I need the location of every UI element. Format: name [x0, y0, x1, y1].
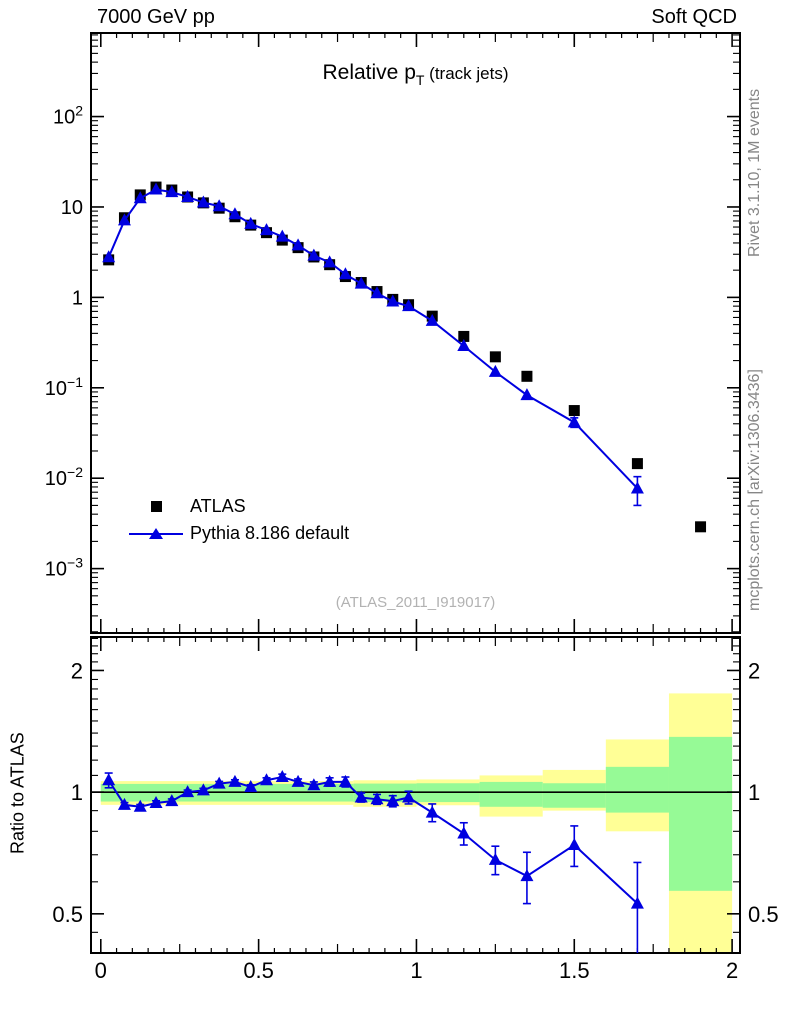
legend [125, 493, 349, 547]
svg-text:10−1: $10^{-1}$ [44, 373, 83, 400]
ratio-point [457, 827, 470, 839]
svg-text:2: 2 [748, 658, 761, 684]
pt-subscript: T [415, 72, 425, 88]
green-band [669, 737, 732, 891]
green-band [606, 767, 669, 813]
legend-entry-atlas [125, 493, 349, 520]
svg-text:2: 2 [70, 658, 83, 684]
svg-text:10−2: $10^{-2}$ [44, 464, 83, 491]
beam-energy-label: 7000 GeV pp [97, 6, 215, 28]
svg-text:10: 10 [60, 196, 83, 219]
plot-title: Relative $p_T$ (track jets) [322, 61, 509, 88]
atlas-point [632, 458, 643, 469]
atlas-point [490, 351, 501, 362]
svg-text:1: 1 [70, 780, 83, 806]
legend-label-atlas: ATLAS [190, 496, 246, 516]
process-group-label: Soft QCD [651, 6, 737, 28]
svg-text:0.5: 0.5 [243, 958, 274, 983]
atlas-data-points [103, 182, 706, 533]
ratio-point [489, 853, 502, 865]
ratio-point [102, 773, 115, 785]
ratio-point [426, 806, 439, 818]
svg-text:10−3: $10^{-3}$ [44, 554, 83, 581]
atlas-point [569, 405, 580, 416]
svg-text:0.5: 0.5 [52, 901, 83, 927]
mcplots-arxiv-note: mcplots.cern.ch [arXiv:1306.3436] [746, 369, 763, 611]
atlas-point [521, 371, 532, 382]
ratio-point [228, 775, 241, 787]
green-band [543, 783, 606, 807]
svg-text:1: 1 [71, 287, 83, 310]
ratio-point [568, 838, 581, 850]
svg-text:1: 1 [410, 958, 423, 983]
svg-text:1.5: 1.5 [558, 958, 590, 983]
atlas-point [695, 521, 706, 532]
svg-text:1: 1 [748, 780, 761, 806]
svg-text:0: 0 [94, 958, 107, 983]
svg-text:102: $10^2$ [52, 102, 83, 129]
analysis-id-watermark: (ATLAS_2011_I919017) [335, 594, 496, 611]
ratio-point [276, 770, 289, 782]
svg-text:0.5: 0.5 [748, 901, 779, 927]
legend-label-pythia: Pythia 8.186 default [190, 523, 350, 543]
rivet-version-note: Rivet 3.1.10, 1M events [746, 88, 763, 258]
atlas-square-icon [151, 501, 162, 512]
pythia-triangle-icon [149, 528, 163, 539]
pythia-point [568, 415, 581, 427]
legend-entry-pythia [125, 520, 349, 547]
svg-text:2: 2 [725, 958, 739, 983]
green-band [480, 782, 543, 807]
ratio-axis-label: Ratio to ATLAS [7, 732, 28, 854]
pythia-curve [102, 183, 644, 506]
pythia-point [489, 365, 502, 377]
pythia-point [520, 388, 533, 400]
ratio-point [520, 869, 533, 881]
pythia-line [109, 190, 638, 489]
